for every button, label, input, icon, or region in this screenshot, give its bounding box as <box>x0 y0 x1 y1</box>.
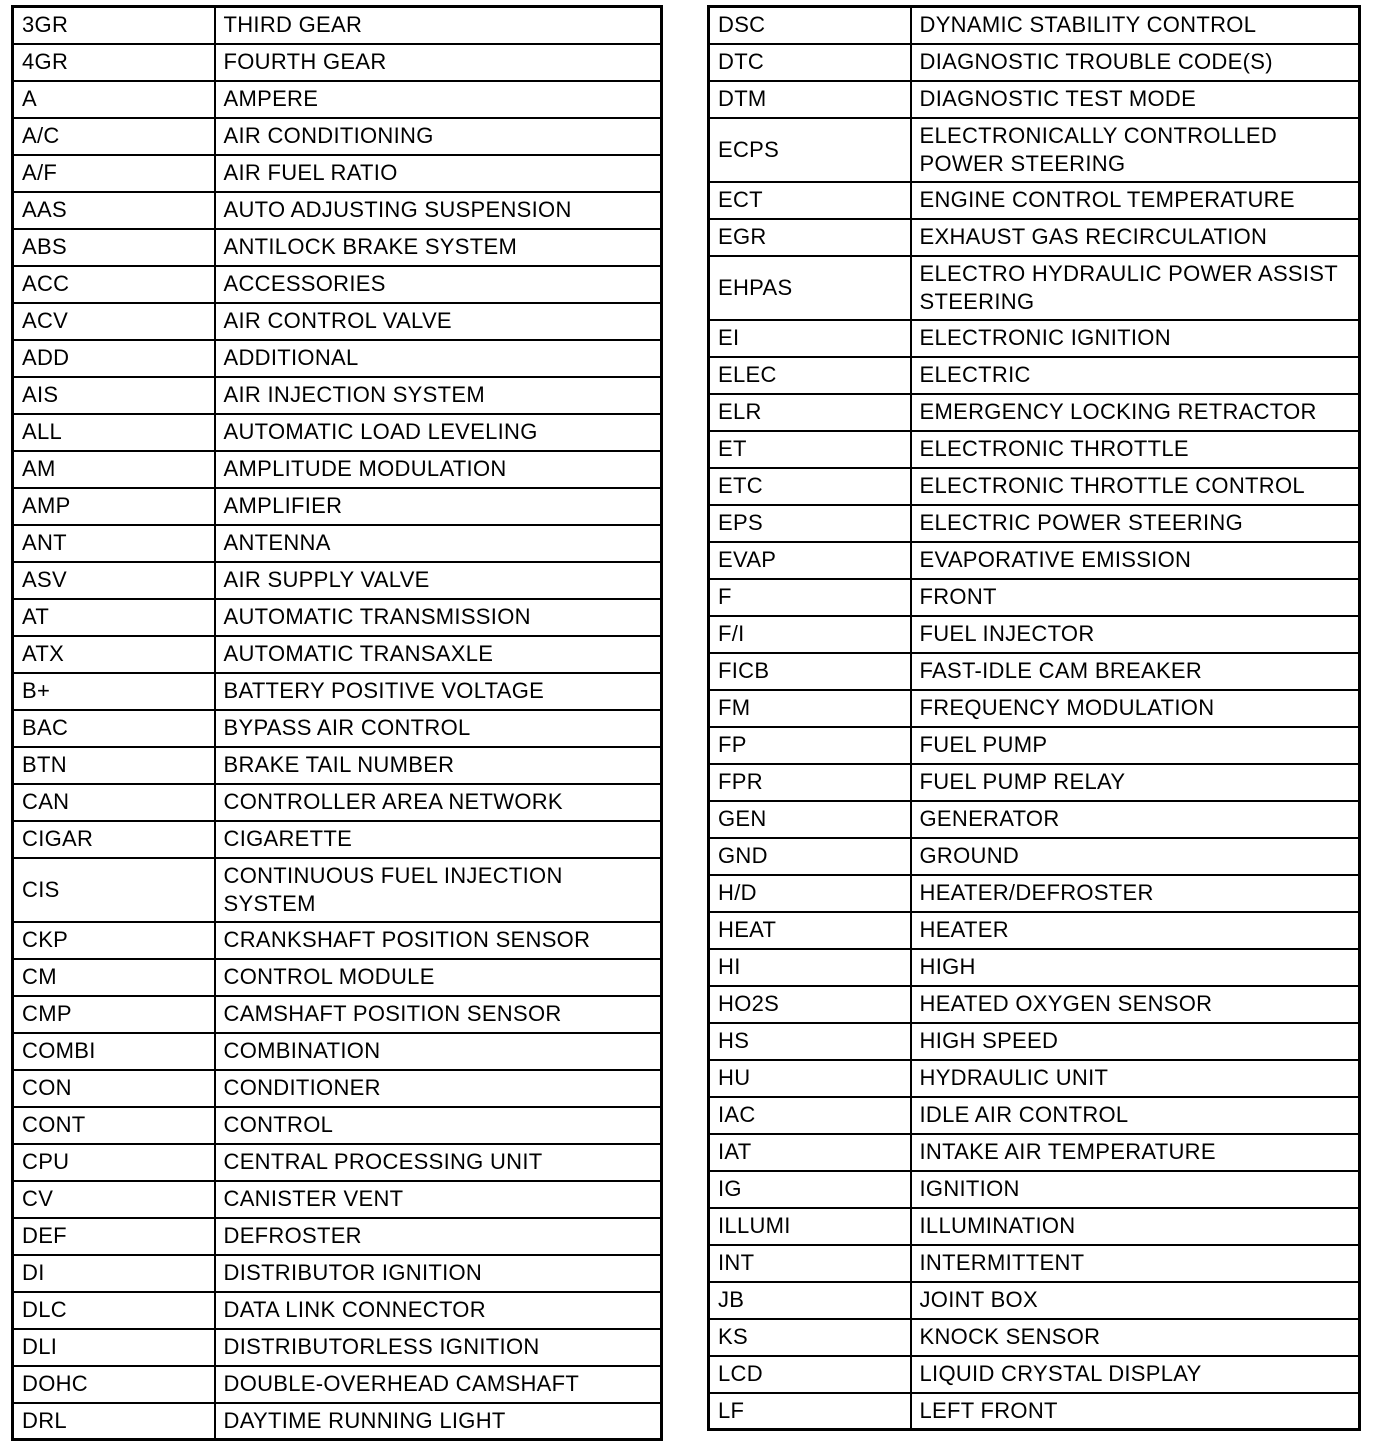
table-row <box>709 44 1360 81</box>
abbreviation-cell: CMP <box>13 996 215 1033</box>
abbreviation-cell: CPU <box>13 1144 215 1181</box>
abbreviation-cell: CONT <box>13 1107 215 1144</box>
abbreviation-cell: CV <box>13 1181 215 1218</box>
meaning-cell: ELECTRIC POWER STEERING <box>911 505 1360 542</box>
table-row <box>13 710 662 747</box>
table-row <box>709 542 1360 579</box>
table-row <box>709 1319 1360 1356</box>
meaning-cell: HYDRAULIC UNIT <box>911 1060 1360 1097</box>
meaning-cell: CONTROL MODULE <box>215 959 662 996</box>
table-row <box>13 922 662 959</box>
table-row <box>709 182 1360 219</box>
meaning-cell: LEFT FRONT <box>911 1393 1360 1430</box>
table-row <box>13 1181 662 1218</box>
table-row <box>709 579 1360 616</box>
abbreviation-cell: EPS <box>709 505 911 542</box>
meaning-cell: IGNITION <box>911 1171 1360 1208</box>
abbreviation-cell: FICB <box>709 653 911 690</box>
table-row <box>13 1107 662 1144</box>
table-row <box>13 1070 662 1107</box>
abbreviation-cell: DLC <box>13 1292 215 1329</box>
table-row <box>709 505 1360 542</box>
abbreviation-cell: ILLUMI <box>709 1208 911 1245</box>
abbreviation-cell: 4GR <box>13 44 215 81</box>
meaning-cell: CONTINUOUS FUEL INJECTION SYSTEM <box>215 858 662 922</box>
table-row <box>709 1134 1360 1171</box>
abbreviation-cell: FP <box>709 727 911 764</box>
table-body <box>709 7 1360 1430</box>
abbreviation-table-right <box>707 5 1361 1431</box>
table-row <box>13 1255 662 1292</box>
meaning-cell: BYPASS AIR CONTROL <box>215 710 662 747</box>
abbreviation-cell: DRL <box>13 1403 215 1440</box>
table-row <box>13 821 662 858</box>
table-row <box>13 266 662 303</box>
meaning-cell: ANTENNA <box>215 525 662 562</box>
table-row <box>13 996 662 1033</box>
abbreviation-cell: FPR <box>709 764 911 801</box>
table-row <box>13 303 662 340</box>
table-row <box>709 727 1360 764</box>
meaning-cell: ELECTRO HYDRAULIC POWER ASSIST STEERING <box>911 256 1360 320</box>
abbreviation-cell: AT <box>13 599 215 636</box>
table-row <box>709 801 1360 838</box>
meaning-cell: AMPLITUDE MODULATION <box>215 451 662 488</box>
meaning-cell: DISTRIBUTORLESS IGNITION <box>215 1329 662 1366</box>
meaning-cell: FREQUENCY MODULATION <box>911 690 1360 727</box>
table-row <box>709 986 1360 1023</box>
table-row <box>709 949 1360 986</box>
abbreviation-cell: LF <box>709 1393 911 1430</box>
meaning-cell: CONDITIONER <box>215 1070 662 1107</box>
meaning-cell: HIGH SPEED <box>911 1023 1360 1060</box>
abbreviation-cell: ACC <box>13 266 215 303</box>
table-row <box>709 1282 1360 1319</box>
meaning-cell: GENERATOR <box>911 801 1360 838</box>
table-row <box>709 394 1360 431</box>
table-row <box>13 377 662 414</box>
meaning-cell: DIAGNOSTIC TEST MODE <box>911 81 1360 118</box>
meaning-cell: FUEL PUMP RELAY <box>911 764 1360 801</box>
meaning-cell: DAYTIME RUNNING LIGHT <box>215 1403 662 1440</box>
abbreviation-cell: INT <box>709 1245 911 1282</box>
table-row <box>709 320 1360 357</box>
abbreviation-cell: A <box>13 81 215 118</box>
table-row <box>13 599 662 636</box>
abbreviation-cell: IAT <box>709 1134 911 1171</box>
table-row <box>13 1366 662 1403</box>
meaning-cell: DOUBLE-OVERHEAD CAMSHAFT <box>215 1366 662 1403</box>
meaning-cell: ELECTRONIC THROTTLE <box>911 431 1360 468</box>
abbreviation-cell: ETC <box>709 468 911 505</box>
abbreviation-cell: EGR <box>709 219 911 256</box>
abbreviation-cell: IAC <box>709 1097 911 1134</box>
abbreviation-cell: ELEC <box>709 357 911 394</box>
abbreviation-cell: ECT <box>709 182 911 219</box>
meaning-cell: AMPLIFIER <box>215 488 662 525</box>
abbreviation-cell: ANT <box>13 525 215 562</box>
abbreviation-cell: ECPS <box>709 118 911 182</box>
meaning-cell: AIR INJECTION SYSTEM <box>215 377 662 414</box>
abbreviation-cell: DSC <box>709 7 911 44</box>
meaning-cell: COMBINATION <box>215 1033 662 1070</box>
abbreviation-cell: ASV <box>13 562 215 599</box>
meaning-cell: KNOCK SENSOR <box>911 1319 1360 1356</box>
meaning-cell: JOINT BOX <box>911 1282 1360 1319</box>
meaning-cell: EMERGENCY LOCKING RETRACTOR <box>911 394 1360 431</box>
meaning-cell: EVAPORATIVE EMISSION <box>911 542 1360 579</box>
table-row <box>13 451 662 488</box>
meaning-cell: CANISTER VENT <box>215 1181 662 1218</box>
meaning-cell: CONTROL <box>215 1107 662 1144</box>
abbreviation-cell: BAC <box>13 710 215 747</box>
abbreviation-cell: BTN <box>13 747 215 784</box>
table-row <box>13 488 662 525</box>
meaning-cell: THIRD GEAR <box>215 7 662 44</box>
meaning-cell: FUEL PUMP <box>911 727 1360 764</box>
abbreviation-cell: HO2S <box>709 986 911 1023</box>
meaning-cell: HEATER/DEFROSTER <box>911 875 1360 912</box>
table-row <box>13 525 662 562</box>
table-row <box>13 747 662 784</box>
table-row <box>13 44 662 81</box>
table-row <box>709 7 1360 44</box>
table-row <box>709 616 1360 653</box>
table-row <box>13 1144 662 1181</box>
table-row <box>709 838 1360 875</box>
table-row <box>709 653 1360 690</box>
table-body <box>13 7 662 1440</box>
table-row <box>13 1329 662 1366</box>
meaning-cell: AUTOMATIC LOAD LEVELING <box>215 414 662 451</box>
meaning-cell: CENTRAL PROCESSING UNIT <box>215 1144 662 1181</box>
meaning-cell: DIAGNOSTIC TROUBLE CODE(S) <box>911 44 1360 81</box>
meaning-cell: DATA LINK CONNECTOR <box>215 1292 662 1329</box>
table-row <box>709 1208 1360 1245</box>
meaning-cell: ELECTRONIC IGNITION <box>911 320 1360 357</box>
table-row <box>709 875 1360 912</box>
meaning-cell: ILLUMINATION <box>911 1208 1360 1245</box>
meaning-cell: AUTO ADJUSTING SUSPENSION <box>215 192 662 229</box>
table-row <box>13 1292 662 1329</box>
abbreviation-cell: HU <box>709 1060 911 1097</box>
meaning-cell: ENGINE CONTROL TEMPERATURE <box>911 182 1360 219</box>
abbreviation-cell: CM <box>13 959 215 996</box>
table-row <box>709 1060 1360 1097</box>
abbreviation-cell: AAS <box>13 192 215 229</box>
table-row <box>709 357 1360 394</box>
meaning-cell: CIGARETTE <box>215 821 662 858</box>
meaning-cell: ELECTRONIC THROTTLE CONTROL <box>911 468 1360 505</box>
abbreviation-cell: HEAT <box>709 912 911 949</box>
table-row <box>13 1033 662 1070</box>
table-row <box>13 1218 662 1255</box>
meaning-cell: INTERMITTENT <box>911 1245 1360 1282</box>
meaning-cell: AIR CONTROL VALVE <box>215 303 662 340</box>
meaning-cell: IDLE AIR CONTROL <box>911 1097 1360 1134</box>
abbreviation-cell: EVAP <box>709 542 911 579</box>
meaning-cell: AIR CONDITIONING <box>215 118 662 155</box>
meaning-cell: HIGH <box>911 949 1360 986</box>
abbreviation-cell: FM <box>709 690 911 727</box>
abbreviation-cell: A/F <box>13 155 215 192</box>
meaning-cell: EXHAUST GAS RECIRCULATION <box>911 219 1360 256</box>
abbreviation-cell: GND <box>709 838 911 875</box>
abbreviation-cell: AIS <box>13 377 215 414</box>
table-row <box>13 562 662 599</box>
table-row <box>709 912 1360 949</box>
abbreviation-cell: DOHC <box>13 1366 215 1403</box>
meaning-cell: FUEL INJECTOR <box>911 616 1360 653</box>
abbreviation-cell: IG <box>709 1171 911 1208</box>
table-row <box>709 81 1360 118</box>
abbreviation-cell: CIGAR <box>13 821 215 858</box>
table-row <box>709 118 1360 182</box>
abbreviation-cell: A/C <box>13 118 215 155</box>
table-row <box>709 219 1360 256</box>
table-row <box>13 155 662 192</box>
abbreviation-cell: 3GR <box>13 7 215 44</box>
table-row <box>13 858 662 922</box>
meaning-cell: INTAKE AIR TEMPERATURE <box>911 1134 1360 1171</box>
meaning-cell: BATTERY POSITIVE VOLTAGE <box>215 673 662 710</box>
abbreviation-cell: AMP <box>13 488 215 525</box>
abbreviation-cell: AM <box>13 451 215 488</box>
abbreviation-table-left <box>11 5 663 1441</box>
table-row <box>709 468 1360 505</box>
abbreviation-cell: EI <box>709 320 911 357</box>
meaning-cell: CRANKSHAFT POSITION SENSOR <box>215 922 662 959</box>
abbreviation-cell: ET <box>709 431 911 468</box>
table-row <box>13 192 662 229</box>
table-row <box>13 229 662 266</box>
table-row <box>709 764 1360 801</box>
table-row <box>13 784 662 821</box>
abbreviation-cell: ACV <box>13 303 215 340</box>
meaning-cell: ELECTRONICALLY CONTROLLED POWER STEERING <box>911 118 1360 182</box>
table-row <box>13 636 662 673</box>
table-row <box>13 673 662 710</box>
abbreviation-cell: HS <box>709 1023 911 1060</box>
table-row <box>709 1171 1360 1208</box>
meaning-cell: DEFROSTER <box>215 1218 662 1255</box>
abbreviation-cell: CIS <box>13 858 215 922</box>
abbreviation-cell: GEN <box>709 801 911 838</box>
abbreviation-cell: DEF <box>13 1218 215 1255</box>
table-row <box>709 1393 1360 1430</box>
meaning-cell: AIR FUEL RATIO <box>215 155 662 192</box>
meaning-cell: FAST-IDLE CAM BREAKER <box>911 653 1360 690</box>
meaning-cell: GROUND <box>911 838 1360 875</box>
abbreviation-cell: F <box>709 579 911 616</box>
abbreviation-cell: COMBI <box>13 1033 215 1070</box>
abbreviation-cell: DLI <box>13 1329 215 1366</box>
meaning-cell: ANTILOCK BRAKE SYSTEM <box>215 229 662 266</box>
table-row <box>709 431 1360 468</box>
meaning-cell: AUTOMATIC TRANSMISSION <box>215 599 662 636</box>
table-row <box>709 690 1360 727</box>
abbreviation-cell: DTC <box>709 44 911 81</box>
table-row <box>709 1245 1360 1282</box>
abbreviation-cell: JB <box>709 1282 911 1319</box>
table-row <box>13 959 662 996</box>
table-row <box>13 118 662 155</box>
table-row <box>709 1097 1360 1134</box>
meaning-cell: DISTRIBUTOR IGNITION <box>215 1255 662 1292</box>
meaning-cell: CAMSHAFT POSITION SENSOR <box>215 996 662 1033</box>
table-row <box>13 81 662 118</box>
abbreviation-cell: DI <box>13 1255 215 1292</box>
abbreviation-cell: CAN <box>13 784 215 821</box>
meaning-cell: AIR SUPPLY VALVE <box>215 562 662 599</box>
meaning-cell: AMPERE <box>215 81 662 118</box>
meaning-cell: BRAKE TAIL NUMBER <box>215 747 662 784</box>
table-row <box>709 1023 1360 1060</box>
abbreviation-cell: F/I <box>709 616 911 653</box>
meaning-cell: HEATED OXYGEN SENSOR <box>911 986 1360 1023</box>
abbreviation-cell: ATX <box>13 636 215 673</box>
table-row <box>13 7 662 44</box>
abbreviation-cell: CON <box>13 1070 215 1107</box>
meaning-cell: DYNAMIC STABILITY CONTROL <box>911 7 1360 44</box>
meaning-cell: ADDITIONAL <box>215 340 662 377</box>
table-row <box>709 256 1360 320</box>
meaning-cell: FRONT <box>911 579 1360 616</box>
table-row <box>13 340 662 377</box>
meaning-cell: LIQUID CRYSTAL DISPLAY <box>911 1356 1360 1393</box>
abbreviation-cell: B+ <box>13 673 215 710</box>
meaning-cell: ELECTRIC <box>911 357 1360 394</box>
table-row <box>709 1356 1360 1393</box>
abbreviation-cell: KS <box>709 1319 911 1356</box>
meaning-cell: CONTROLLER AREA NETWORK <box>215 784 662 821</box>
abbreviation-cell: CKP <box>13 922 215 959</box>
abbreviation-cell: ELR <box>709 394 911 431</box>
abbreviation-cell: HI <box>709 949 911 986</box>
abbreviation-cell: DTM <box>709 81 911 118</box>
meaning-cell: HEATER <box>911 912 1360 949</box>
abbreviation-cell: EHPAS <box>709 256 911 320</box>
abbreviation-cell: LCD <box>709 1356 911 1393</box>
meaning-cell: FOURTH GEAR <box>215 44 662 81</box>
meaning-cell: ACCESSORIES <box>215 266 662 303</box>
abbreviation-cell: H/D <box>709 875 911 912</box>
abbreviation-cell: ABS <box>13 229 215 266</box>
table-row <box>13 414 662 451</box>
meaning-cell: AUTOMATIC TRANSAXLE <box>215 636 662 673</box>
abbreviation-cell: ADD <box>13 340 215 377</box>
table-row <box>13 1403 662 1440</box>
abbreviation-cell: ALL <box>13 414 215 451</box>
